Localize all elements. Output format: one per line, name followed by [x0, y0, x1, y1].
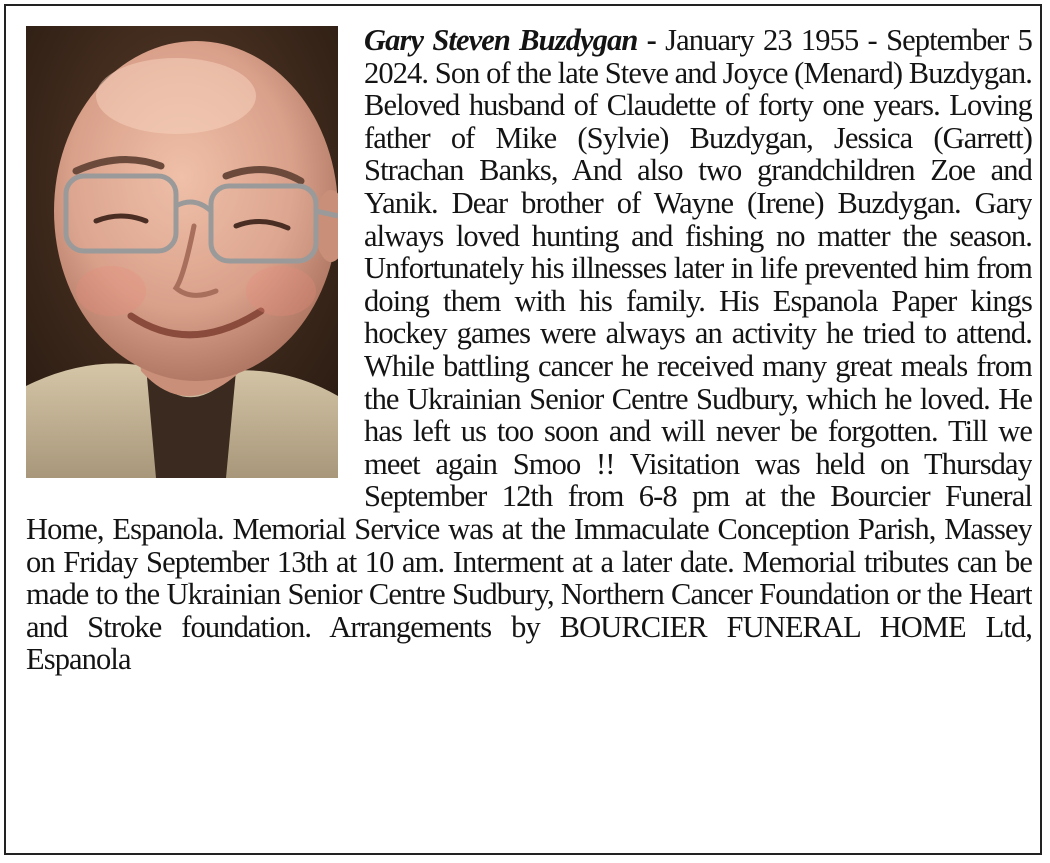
obituary-frame — [4, 4, 1042, 855]
name-date-separator: - — [637, 24, 666, 57]
obituary-body: January 23 1955 - September 5 2024. Son of the late Steve and Joyce (Menard) Buzdygan. Beloved husband of Claudette of forty one years. Loving father of Mike (Sylvie) Buzdygan, Jessica (Garrett) Strachan Banks, And also two grandchildren Zoe and Yanik. Dear brother of Wayne (Irene) Buzdygan. Gary always loved hunting and fishing no matter the season. Unfortunately his illnesses later in life prevented him from doing them with his family. His Espanola Paper kings hockey games were always an activity he tried to attend. While battling cancer he received many great meals from the Ukrainian Senior Centre Sudbury, which he loved. He has left us too soon and will never be forgotten. Till we meet again Smoo !! Visitation was held on Thursday September 12th from 6-8 pm at the Bourcier Funeral Home, Espanola. Memorial Service was at the Immaculate Conception Parish, Massey on Friday September 13th at 10 am. Interment at a later date. Memorial tributes can be made to the Ukrainian Senior Centre Sudbury, Northern Cancer Foundation or the Heart and Stroke foundation. Arrangements by BOURCIER FUNERAL HOME Ltd, Espanola — [26, 24, 1032, 677]
portrait-image — [26, 26, 338, 478]
obituary-text-block — [26, 24, 1032, 850]
deceased-name: Gary Steven Buzdygan — [364, 24, 638, 57]
portrait-photo — [26, 26, 338, 478]
